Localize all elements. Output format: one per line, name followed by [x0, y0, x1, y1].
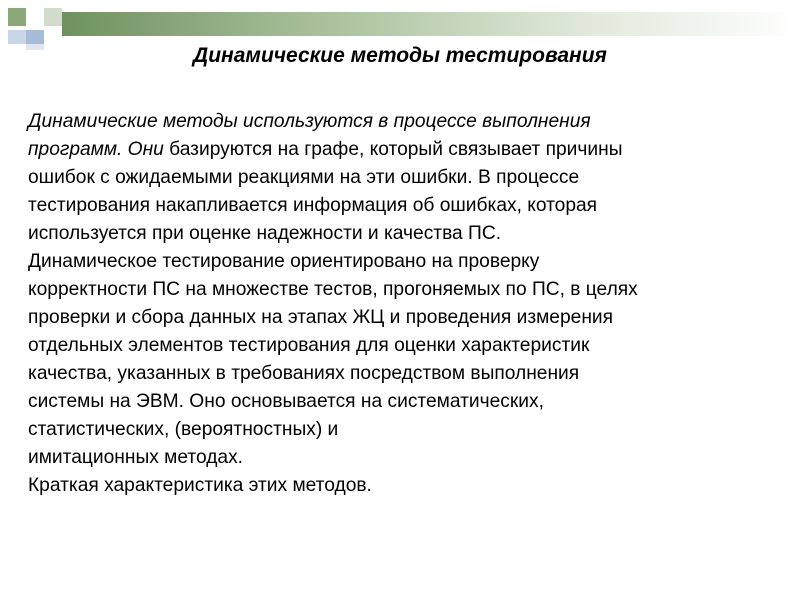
body-line — [28, 332, 788, 360]
body-line — [28, 472, 788, 500]
body-line — [28, 360, 788, 388]
body-line-italic: программ. Они — [28, 139, 164, 160]
body-line — [28, 164, 788, 192]
body-line-normal: тестирования накапливается информация об ошибках, которая — [28, 195, 598, 216]
slide-body-text — [28, 108, 788, 500]
body-line — [28, 444, 788, 472]
body-line-normal: отдельных элементов тестирования для оценки характеристик — [28, 335, 590, 356]
body-line-normal: статистических, (вероятностных) и — [28, 419, 339, 440]
body-line — [28, 136, 788, 164]
body-line — [28, 248, 788, 276]
decorative-square — [8, 8, 26, 26]
body-line-normal: системы на ЭВМ. Оно основывается на систематических, — [28, 391, 544, 412]
decorative-square — [44, 8, 62, 26]
body-line — [28, 388, 788, 416]
body-line-normal: имитационных методах. — [28, 447, 243, 468]
body-line-normal: используется при оценке надежности и качества ПС. — [28, 223, 502, 244]
body-line-normal: качества, указанных в требованиях посредством выполнения — [28, 363, 580, 384]
body-line — [28, 192, 788, 220]
body-line-italic: Динамические методы используются в процессе выполнения — [28, 111, 591, 132]
body-line-normal: проверки и сбора данных на этапах ЖЦ и проведения измерения — [28, 307, 614, 328]
body-line — [28, 220, 788, 248]
body-line-normal: корректности ПС на множестве тестов, прогоняемых по ПС, в целях — [28, 279, 638, 300]
body-line-normal: Динамическое тестирование ориентировано на проверку — [28, 251, 540, 272]
slide-title: Динамические методы тестирования — [193, 44, 607, 67]
decorative-square — [26, 30, 44, 44]
header-gradient-bar — [62, 12, 800, 36]
body-line-normal: Краткая характеристика этих методов. — [28, 475, 372, 496]
decorative-square — [8, 30, 26, 44]
body-line — [28, 304, 788, 332]
body-line — [28, 276, 788, 304]
body-line-normal: базируются на графе, который связывает причины — [163, 139, 623, 160]
body-line — [28, 416, 788, 444]
body-line-normal: ошибок с ожидаемыми реакциями на эти ошибки. В процессе — [28, 167, 580, 188]
body-line — [28, 108, 788, 136]
